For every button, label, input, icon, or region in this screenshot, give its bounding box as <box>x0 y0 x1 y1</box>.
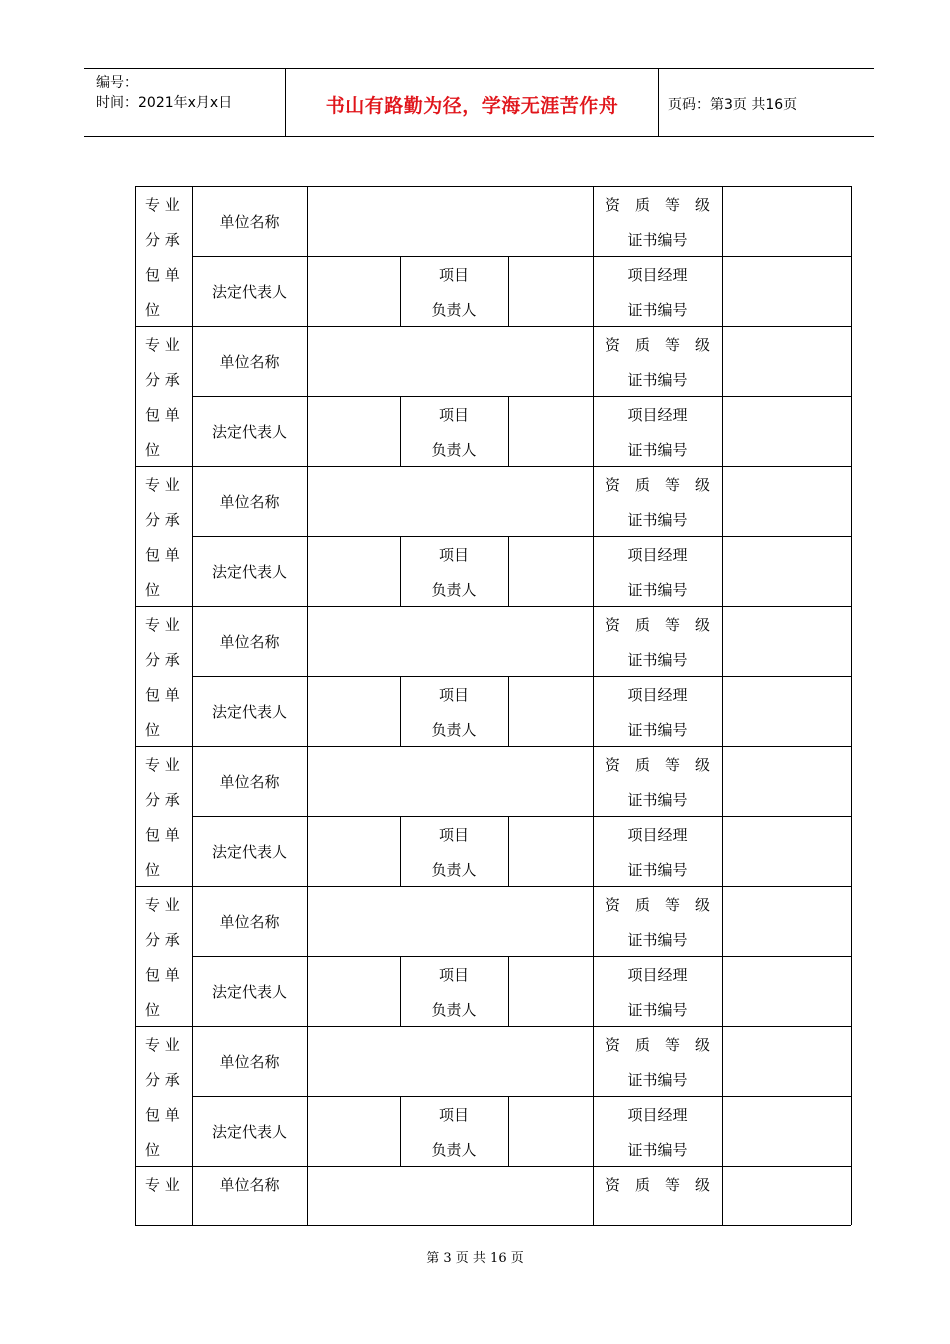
column-line <box>508 1096 509 1166</box>
qualification-cert-label: 证书编号 <box>627 231 688 249</box>
unit-type-label: 包 单 <box>145 826 180 844</box>
project-label: 项目 <box>438 966 469 984</box>
project-manager-label: 项目经理 <box>627 266 688 284</box>
unit-name-label: 单位名称 <box>219 493 280 511</box>
project-lead-label: 负责人 <box>431 861 477 879</box>
table-border <box>135 186 851 187</box>
page-footer: 第 3 页 共 16 页 <box>426 1251 524 1266</box>
block-separator <box>135 886 851 887</box>
unit-type-label: 包 单 <box>145 266 180 284</box>
project-label: 项目 <box>438 826 469 844</box>
qualification-level-label: 资 质 等 级 <box>604 196 710 214</box>
qualification-level-label: 资 质 等 级 <box>604 1176 710 1194</box>
row-separator <box>192 676 851 677</box>
project-manager-cert-label: 证书编号 <box>627 1141 688 1159</box>
column-line <box>508 396 509 466</box>
qualification-cert-label: 证书编号 <box>627 1071 688 1089</box>
unit-name-label: 单位名称 <box>219 913 280 931</box>
project-lead-label: 负责人 <box>431 301 477 319</box>
project-lead-label: 负责人 <box>431 1001 477 1019</box>
legal-representative-label: 法定代表人 <box>211 423 287 441</box>
column-line <box>508 536 509 606</box>
header-divider <box>658 69 659 136</box>
column-line <box>508 956 509 1026</box>
project-lead-label: 负责人 <box>431 441 477 459</box>
column-line <box>307 186 308 1225</box>
unit-type-label: 位 <box>145 581 161 599</box>
unit-type-label: 分 承 <box>145 231 180 249</box>
block-separator <box>135 606 851 607</box>
unit-name-label: 单位名称 <box>219 1176 280 1194</box>
table-border <box>851 186 852 1225</box>
document-date-label: 时间：2021年x月x日 <box>96 95 233 111</box>
unit-name-label: 单位名称 <box>219 1053 280 1071</box>
unit-name-label: 单位名称 <box>219 353 280 371</box>
qualification-level-label: 资 质 等 级 <box>604 896 710 914</box>
unit-type-label: 包 单 <box>145 966 180 984</box>
row-separator <box>192 396 851 397</box>
subcontractor-table <box>135 186 851 1225</box>
project-label: 项目 <box>438 1106 469 1124</box>
unit-type-label: 包 单 <box>145 546 180 564</box>
unit-type-label: 分 承 <box>145 931 180 949</box>
unit-type-label: 专 业 <box>145 196 180 214</box>
project-manager-cert-label: 证书编号 <box>627 441 688 459</box>
qualification-cert-label: 证书编号 <box>627 791 688 809</box>
block-separator <box>135 326 851 327</box>
unit-type-label: 位 <box>145 1001 161 1019</box>
project-manager-label: 项目经理 <box>627 406 688 424</box>
legal-representative-label: 法定代表人 <box>211 1123 287 1141</box>
project-label: 项目 <box>438 266 469 284</box>
unit-type-label: 包 单 <box>145 406 180 424</box>
page-header <box>84 68 874 137</box>
unit-type-label: 位 <box>145 861 161 879</box>
qualification-cert-label: 证书编号 <box>627 511 688 529</box>
column-line <box>722 186 723 1225</box>
qualification-level-label: 资 质 等 级 <box>604 1036 710 1054</box>
qualification-level-label: 资 质 等 级 <box>604 476 710 494</box>
project-manager-cert-label: 证书编号 <box>627 1001 688 1019</box>
legal-representative-label: 法定代表人 <box>211 843 287 861</box>
unit-type-label: 专 业 <box>145 1036 180 1054</box>
table-border <box>135 1225 851 1226</box>
row-separator <box>192 816 851 817</box>
project-manager-label: 项目经理 <box>627 966 688 984</box>
qualification-level-label: 资 质 等 级 <box>604 336 710 354</box>
unit-type-label: 位 <box>145 1141 161 1159</box>
document-number-label: 编号： <box>96 75 138 91</box>
project-lead-label: 负责人 <box>431 581 477 599</box>
unit-type-label: 专 业 <box>145 1176 180 1194</box>
unit-type-label: 位 <box>145 441 161 459</box>
qualification-cert-label: 证书编号 <box>627 931 688 949</box>
row-separator <box>192 256 851 257</box>
unit-type-label: 专 业 <box>145 756 180 774</box>
legal-representative-label: 法定代表人 <box>211 703 287 721</box>
row-separator <box>192 536 851 537</box>
table-border <box>135 186 136 1225</box>
unit-type-label: 分 承 <box>145 791 180 809</box>
unit-type-label: 专 业 <box>145 616 180 634</box>
unit-type-label: 包 单 <box>145 686 180 704</box>
project-label: 项目 <box>438 406 469 424</box>
block-separator <box>135 1166 851 1167</box>
unit-type-label: 分 承 <box>145 511 180 529</box>
row-separator <box>192 1096 851 1097</box>
project-manager-cert-label: 证书编号 <box>627 721 688 739</box>
column-line <box>508 256 509 326</box>
legal-representative-label: 法定代表人 <box>211 283 287 301</box>
unit-type-label: 位 <box>145 721 161 739</box>
project-manager-cert-label: 证书编号 <box>627 581 688 599</box>
project-manager-cert-label: 证书编号 <box>627 301 688 319</box>
unit-name-label: 单位名称 <box>219 773 280 791</box>
project-label: 项目 <box>438 686 469 704</box>
unit-name-label: 单位名称 <box>219 213 280 231</box>
block-separator <box>135 746 851 747</box>
column-line <box>508 676 509 746</box>
row-separator <box>192 956 851 957</box>
project-manager-label: 项目经理 <box>627 546 688 564</box>
unit-type-label: 分 承 <box>145 1071 180 1089</box>
column-line <box>508 816 509 886</box>
unit-type-label: 专 业 <box>145 336 180 354</box>
unit-type-label: 专 业 <box>145 476 180 494</box>
project-manager-cert-label: 证书编号 <box>627 861 688 879</box>
project-manager-label: 项目经理 <box>627 686 688 704</box>
header-motto: 书山有路勤为径，学海无涯苦作舟 <box>325 95 619 117</box>
project-manager-label: 项目经理 <box>627 1106 688 1124</box>
project-lead-label: 负责人 <box>431 721 477 739</box>
qualification-cert-label: 证书编号 <box>627 651 688 669</box>
legal-representative-label: 法定代表人 <box>211 563 287 581</box>
qualification-cert-label: 证书编号 <box>627 371 688 389</box>
qualification-level-label: 资 质 等 级 <box>604 756 710 774</box>
unit-type-label: 专 业 <box>145 896 180 914</box>
project-manager-label: 项目经理 <box>627 826 688 844</box>
unit-type-label: 包 单 <box>145 1106 180 1124</box>
unit-type-label: 分 承 <box>145 371 180 389</box>
project-lead-label: 负责人 <box>431 1141 477 1159</box>
qualification-level-label: 资 质 等 级 <box>604 616 710 634</box>
unit-name-label: 单位名称 <box>219 633 280 651</box>
legal-representative-label: 法定代表人 <box>211 983 287 1001</box>
project-label: 项目 <box>438 546 469 564</box>
unit-type-label: 位 <box>145 301 161 319</box>
block-separator <box>135 1026 851 1027</box>
unit-type-label: 分 承 <box>145 651 180 669</box>
header-page-info: 页码：第3页 共16页 <box>668 97 798 113</box>
header-meta <box>96 73 232 113</box>
block-separator <box>135 466 851 467</box>
